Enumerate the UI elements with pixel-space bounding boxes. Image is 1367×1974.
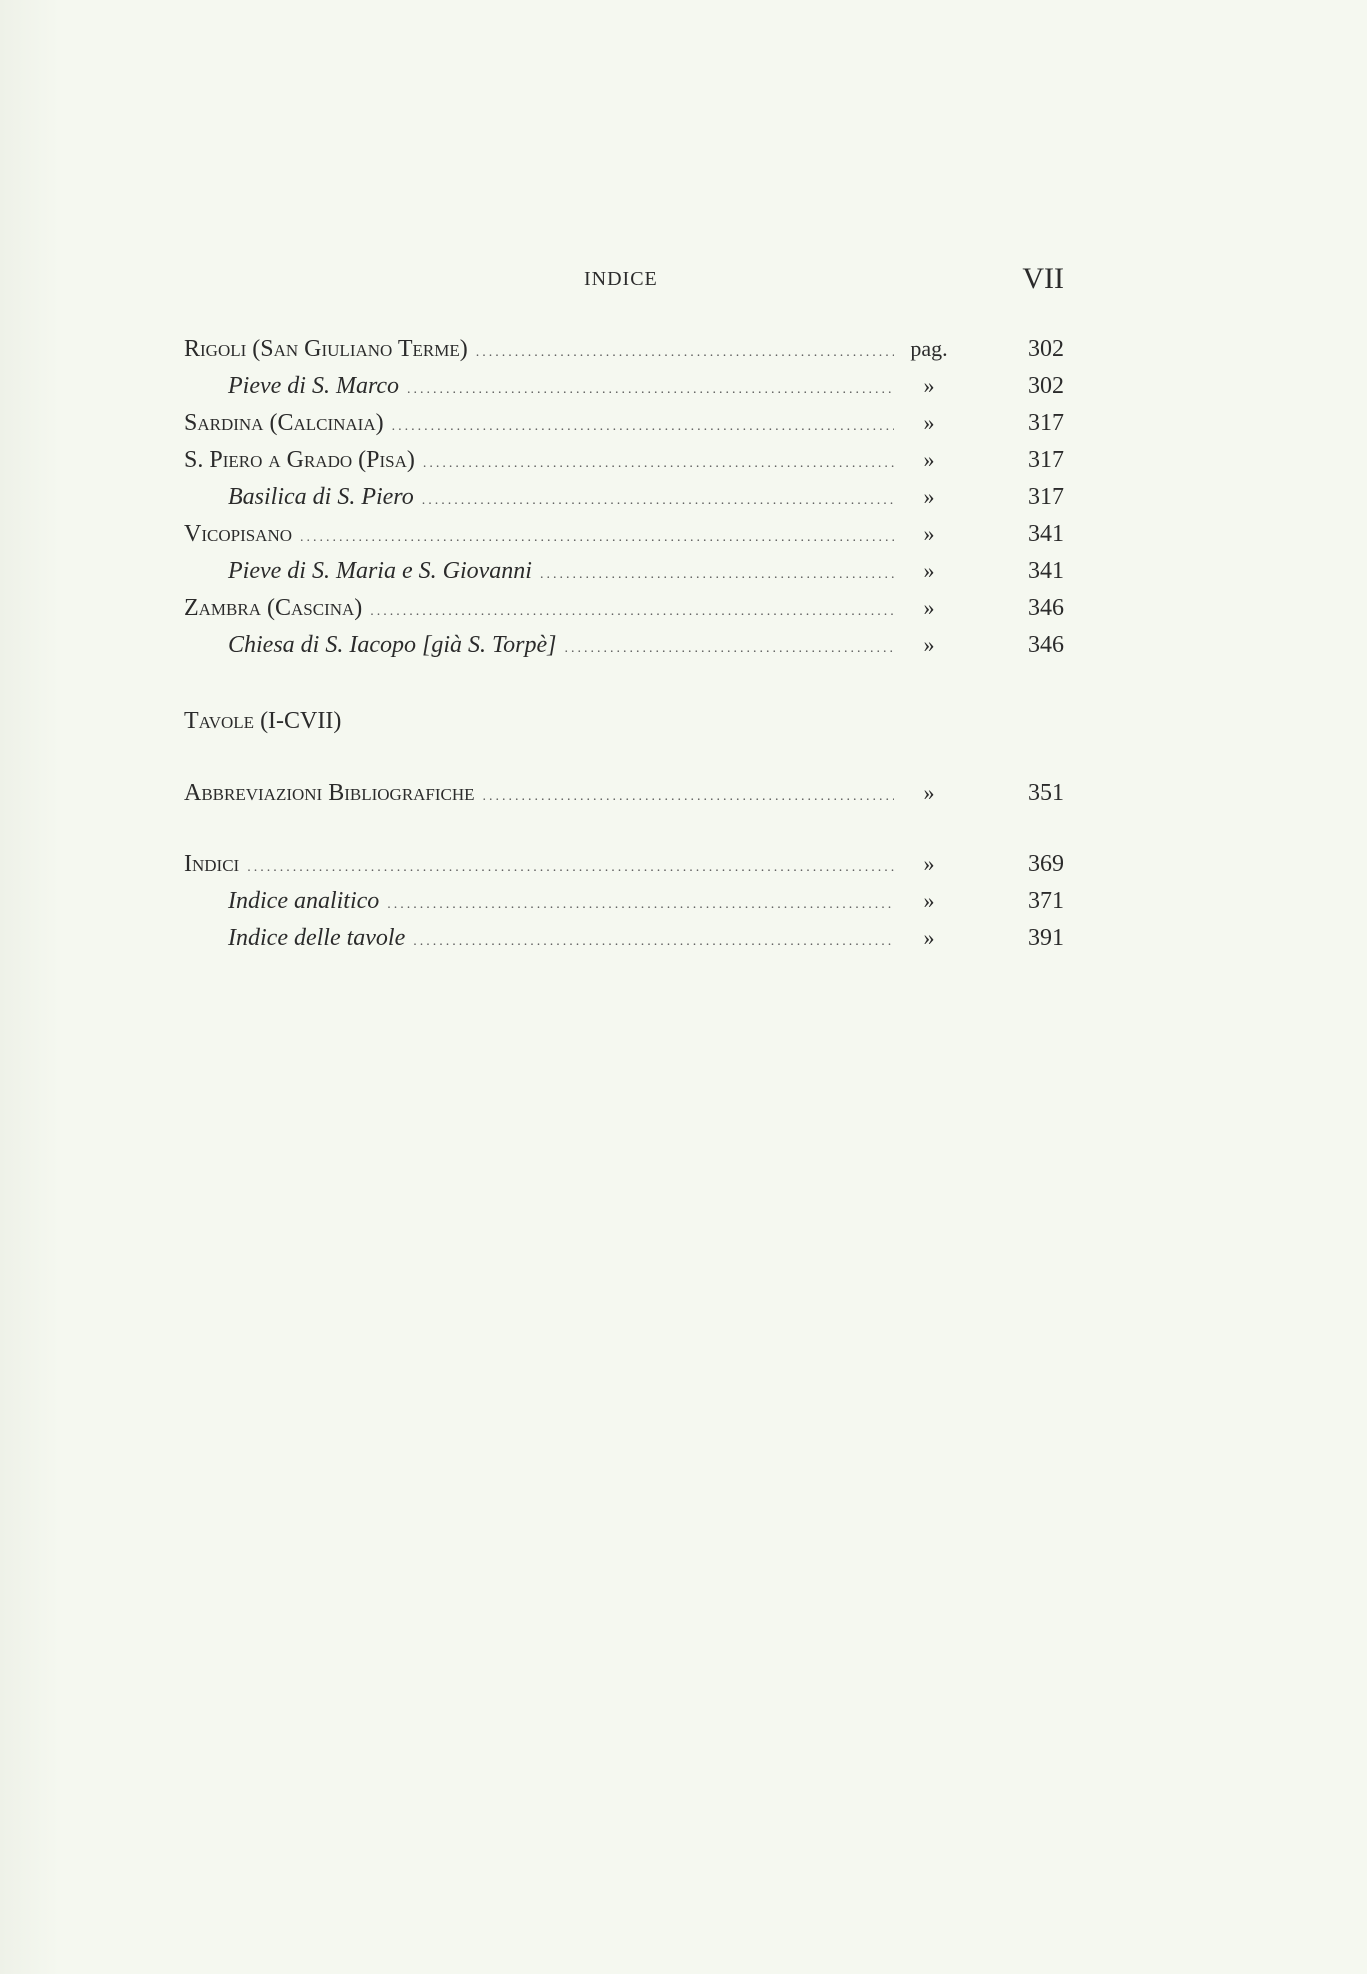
toc-entry-marker: » bbox=[923, 410, 935, 435]
toc-entry-label: Pieve di S. Marco bbox=[228, 373, 400, 399]
toc-entry[interactable] bbox=[184, 589, 1064, 626]
toc-entry-marker: » bbox=[923, 558, 935, 583]
running-title: INDICE bbox=[584, 268, 658, 290]
dot-leader bbox=[370, 593, 894, 630]
toc-entry[interactable] bbox=[184, 441, 1064, 478]
toc-entry[interactable] bbox=[184, 330, 1064, 367]
toc-entry-label: Zambra (Cascina) bbox=[184, 595, 363, 621]
running-header bbox=[184, 262, 1064, 302]
toc-entry-marker: » bbox=[923, 888, 935, 913]
toc-entry-marker: » bbox=[923, 925, 935, 950]
page-number: VII bbox=[1022, 262, 1064, 295]
toc-entry-label: Abbreviazioni Bibliografiche bbox=[184, 780, 475, 806]
toc-entry-page: 371 bbox=[1028, 888, 1064, 914]
toc-section-tavole[interactable] bbox=[184, 703, 1064, 740]
toc-entry-label: Pieve di S. Maria e S. Giovanni bbox=[228, 558, 532, 584]
toc-entry-marker: pag. bbox=[910, 336, 948, 361]
toc-entry-label: Indici bbox=[184, 851, 240, 877]
table-of-contents bbox=[184, 330, 1064, 956]
toc-entry-page: 317 bbox=[1028, 410, 1064, 436]
toc-entry-marker: » bbox=[923, 632, 935, 657]
toc-entry-page: 341 bbox=[1028, 521, 1064, 547]
toc-subentry[interactable] bbox=[184, 882, 1064, 919]
toc-entry[interactable] bbox=[184, 404, 1064, 441]
toc-entry-page: 351 bbox=[1028, 780, 1064, 806]
dot-leader bbox=[392, 408, 894, 445]
toc-entry-label: Sardina (Calcinaia) bbox=[184, 410, 384, 436]
toc-subentry[interactable] bbox=[184, 552, 1064, 589]
dot-leader bbox=[423, 445, 894, 482]
dot-leader bbox=[300, 519, 894, 556]
toc-entry-marker: » bbox=[923, 521, 935, 546]
toc-entry-label: Tavole (I-CVII) bbox=[184, 708, 342, 734]
dot-leader bbox=[413, 923, 894, 960]
toc-entry-marker: » bbox=[923, 484, 935, 509]
toc-entry-label: Rigoli (San Giuliano Terme) bbox=[184, 336, 468, 362]
toc-entry-page: 302 bbox=[1028, 336, 1064, 362]
toc-subentry[interactable] bbox=[184, 919, 1064, 956]
toc-section-abbreviazioni[interactable] bbox=[184, 774, 1064, 811]
toc-entry-marker: » bbox=[923, 373, 935, 398]
toc-entry-page: 346 bbox=[1028, 632, 1064, 658]
toc-subentry[interactable] bbox=[184, 478, 1064, 515]
dot-leader bbox=[407, 371, 894, 408]
toc-entry-page: 302 bbox=[1028, 373, 1064, 399]
toc-entry-marker: » bbox=[923, 780, 935, 805]
toc-entry-label: Vicopisano bbox=[184, 521, 293, 547]
dot-leader bbox=[476, 334, 894, 371]
toc-entry-page: 369 bbox=[1028, 851, 1064, 877]
toc-subentry[interactable] bbox=[184, 367, 1064, 404]
toc-entry-page: 317 bbox=[1028, 447, 1064, 473]
dot-leader bbox=[387, 886, 894, 923]
spacer bbox=[184, 740, 1064, 774]
toc-entry-label: Basilica di S. Piero bbox=[228, 484, 414, 510]
toc-entry-marker: » bbox=[923, 595, 935, 620]
dot-leader bbox=[483, 778, 894, 815]
toc-entry-page: 341 bbox=[1028, 558, 1064, 584]
dot-leader bbox=[422, 482, 894, 519]
toc-entry-label: Indice delle tavole bbox=[228, 925, 406, 951]
dot-leader bbox=[247, 849, 894, 886]
toc-entry-marker: » bbox=[923, 447, 935, 472]
dot-leader bbox=[564, 630, 894, 667]
toc-subentry[interactable] bbox=[184, 626, 1064, 663]
spacer bbox=[184, 663, 1064, 703]
toc-entry-page: 391 bbox=[1028, 925, 1064, 951]
toc-entry-page: 317 bbox=[1028, 484, 1064, 510]
toc-entry[interactable] bbox=[184, 515, 1064, 552]
toc-entry-page: 346 bbox=[1028, 595, 1064, 621]
dot-leader bbox=[540, 556, 894, 593]
spacer bbox=[184, 811, 1064, 845]
toc-entry-label: S. Piero a Grado (Pisa) bbox=[184, 447, 415, 473]
toc-section-indici[interactable] bbox=[184, 845, 1064, 882]
toc-entry-label: Chiesa di S. Iacopo [già S. Torpè] bbox=[228, 632, 557, 658]
toc-entry-label: Indice analitico bbox=[228, 888, 380, 914]
toc-entry-marker: » bbox=[923, 851, 935, 876]
